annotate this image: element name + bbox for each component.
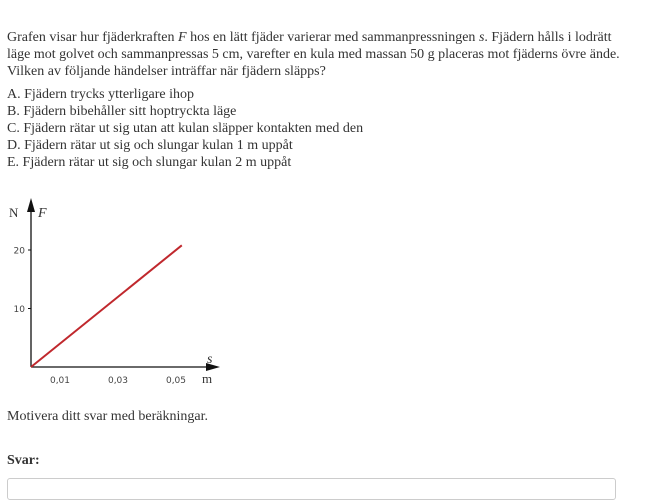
y-tick-label: 20 xyxy=(13,246,25,257)
option-a: A. Fjädern trycks ytterligare ihop xyxy=(7,87,195,102)
x-unit-label: m xyxy=(202,371,213,386)
force-graph xyxy=(0,190,240,390)
answer-label: Svar: xyxy=(7,453,40,468)
x-axis-label: s xyxy=(207,352,213,367)
x-tick-label: 0,03 xyxy=(107,376,129,386)
y-axis-label: F xyxy=(38,206,47,221)
option-e: E. Fjädern rätar ut sig och slungar kulan 2 m uppåt xyxy=(7,155,292,170)
option-d: D. Fjädern rätar ut sig och slungar kulan 1 m uppåt xyxy=(7,138,293,153)
x-tick-label: 0,01 xyxy=(49,376,71,386)
x-tick-label: 0,05 xyxy=(165,376,187,386)
y-unit-label: N xyxy=(9,205,19,220)
y-axis-arrow-icon xyxy=(27,198,35,212)
y-tick-label: 10 xyxy=(13,305,25,315)
question-text: Grafen visar hur fjäderkraften F hos en lätt fjäder varierar med sammanpressningen s. Fjädern hålls i lodrätt läge mot golvet och sammanpressas 5 cm, varefter en kula med massan 50 g placeras mot fjäderns övre ände. Vilken av följande händelser inträffar när fjädern släpps? xyxy=(7,30,620,79)
series-line xyxy=(31,245,182,367)
motivate-text: Motivera ditt svar med beräkningar. xyxy=(7,409,208,424)
option-b: B. Fjädern bibehåller sitt hoptryckta läge xyxy=(7,104,237,119)
answer-input[interactable] xyxy=(7,478,616,500)
options-list xyxy=(7,86,363,171)
option-c: C. Fjädern rätar ut sig utan att kulan släpper kontakten med den xyxy=(7,121,364,136)
